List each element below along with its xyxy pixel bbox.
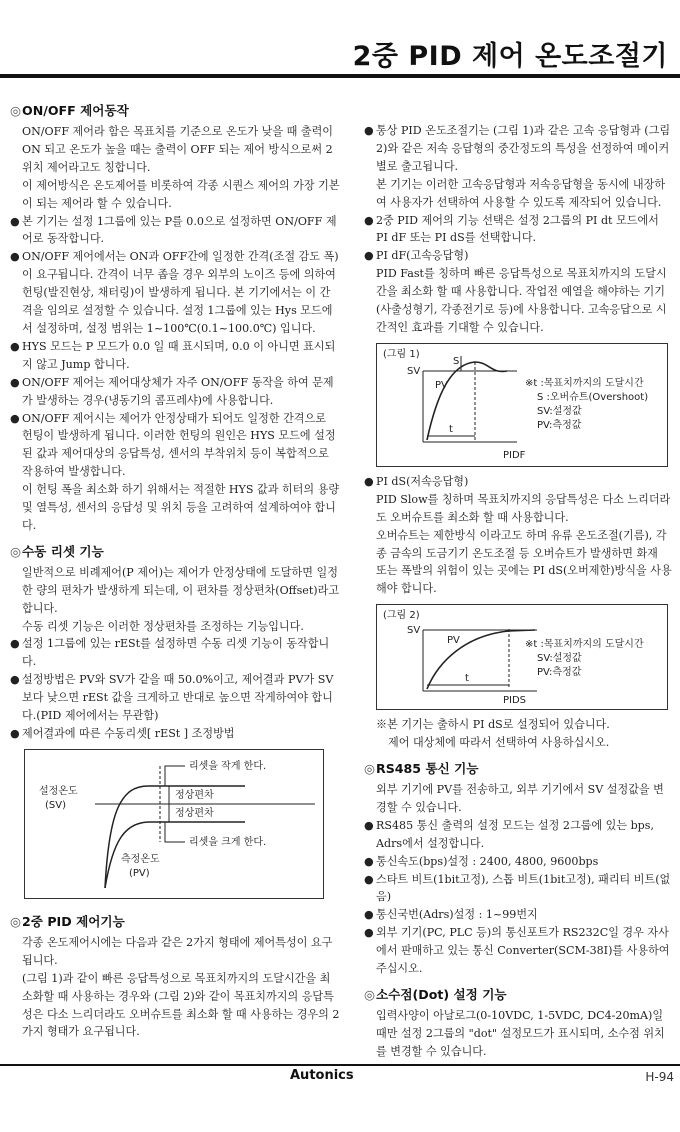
bullet-item: ● PI dF(고속응답형)	[364, 249, 469, 263]
paragraph: 일반적으로 비례제어(P 제어)는 제어가 안정상태에 도달하면 일정한 량의 편차가 발생하게 되는데, 이 편차를 정상편차(Offset)라고 합니다.	[22, 565, 340, 615]
bullet-item: ● RS485 통신 출력의 설정 모드는 설정 2그룹에 있는 bps, Adrs에서 설정합니다.	[364, 818, 655, 850]
leader-reset-large	[165, 822, 185, 842]
paragraph: (그림 1)과 같이 빠른 응답특성으로 목표치까지의 도달시간을 최소화할 때 사용하는 경우와 (그림 2)와 같이 목표치까지의 응답특성은 다소 느리더라도 오버슈트를 최소화 할 때 사용하는 경우의 2가지 형태가 요구됩니다.	[22, 971, 340, 1039]
figure-1-caption: PIDF	[503, 449, 526, 461]
bullet-item: ● 외부 기기(PC, PLC 등)의 통신포트가 RS232C일 경우 자사에서 판매하고 있는 통신 Converter(SCM-38I)를 사용하여 주십시오.	[364, 926, 670, 976]
paragraph: 수동 리셋 기능은 이러한 정상편차를 조정하는 기능입니다.	[22, 619, 304, 633]
legend2-sv: SV:설정값	[537, 653, 582, 665]
section-heading-dual-pid: ◎2중 PID 제어기능	[10, 913, 125, 929]
paragraph: 외부 기기에 PV를 전송하고, 외부 기기에서 SV 설정값을 변경할 수 있습니다.	[376, 783, 664, 814]
legend2-t: ※t :목표치까지의 도달시간	[525, 639, 644, 651]
sv-label-2: SV	[407, 625, 421, 637]
label-reset-large: 리셋을 크게 한다.	[189, 836, 267, 848]
paragraph: 본 기기는 이러한 고속응답형과 저속응답형을 동시에 내장하여 사용자가 선택하여 사용할 수 있도록 제작되어 있습니다.	[376, 177, 666, 209]
section-heading-dot: ◎소수점(Dot) 설정 기능	[364, 987, 507, 1002]
figure-1-label: (그림 1)	[383, 348, 420, 360]
pv-curve-2	[427, 630, 535, 689]
legend-sv: SV:설정값	[537, 405, 582, 417]
legend-pv: PV:측정값	[537, 419, 582, 431]
legend2-pv: PV:측정값	[537, 667, 582, 679]
paragraph: ON/OFF 제어라 함은 목표치를 기준으로 온도가 낮을 때 출력이 ON 되고 온도가 높을 때는 출력이 OFF 되는 제어 방식으로써 2위치 제어라고도 칭합니다.	[22, 125, 334, 174]
paragraph: 이 제어방식은 온도제어를 비롯하여 각종 시퀀스 제어의 가장 기본이 되는 제어라 할 수 있습니다.	[22, 178, 340, 210]
label-offset-1: 정상편차	[175, 789, 214, 801]
label-pv-2: (PV)	[129, 867, 150, 879]
bullet-item: ● 통신속도(bps)설정 : 2400, 4800, 9600bps	[364, 854, 599, 868]
bullet-item: ● PI dS(저속응답형)	[364, 474, 469, 488]
paragraph: PID Slow를 칭하며 목표치까지의 응답특성은 다소 느리더라도 오버슈트를 최소화 할 때 사용합니다.	[376, 492, 671, 524]
bullet-item: ● 설정방법은 PV와 SV가 같을 때 50.0%이고, 제어결과 PV가 SV보다 낮으면 rESt 값을 크게하고 반대로 높으면 작게하여야 합니다.(PID 제어에서는 무관함)	[10, 673, 334, 723]
bullet-item: ● 설정 1그룹에 있는 rESt를 설정하면 수동 리셋 기능이 동작합니다.	[10, 637, 330, 669]
paragraph: 각종 온도제어시에는 다음과 같은 2가지 형태에 제어특성이 요구됩니다.	[22, 935, 333, 967]
pv-label-2: PV	[447, 635, 460, 647]
left-column	[10, 102, 340, 1041]
bullet-item: ● ON/OFF 제어에서는 ON과 OFF간에 일정한 간격(조절 감도 폭)이 요구됩니다. 간격이 너무 좁을 경우 외부의 노이즈 등에 의하여 헌팅(발진현상, 채터링)이 발생하게 됩니다. 본 기기에서는 이 간격을 임의로 설정할 수 있습니다. 설정 1그룹에 있는 Hys 모드에서 설정하며, 설정 범위는 1~100℃(0.1~100.0℃) 입니다.	[10, 250, 339, 335]
label-pv-1: 측정온도	[121, 853, 160, 865]
bullet-item: ● 통상 PID 온도조절기는 (그림 1)과 같은 고속 응답형과 (그림 2)와 같은 저속 응답형의 중간정도의 특성을 선정하여 메이커별로 출고됩니다.	[364, 124, 671, 173]
footer-rule	[0, 1064, 680, 1066]
pv-label: PV	[435, 379, 448, 391]
bullet-item: ● HYS 모드는 P 모드가 0.0 일 때 표시되며, 0.0 이 아니면 표시되지 않고 Jump 합니다.	[10, 339, 336, 371]
label-sv-1: 설정온도	[39, 785, 78, 797]
figure-2-label: (그림 2)	[383, 610, 420, 622]
t-label: t	[449, 423, 453, 435]
page-header	[0, 0, 680, 80]
right-column	[364, 122, 672, 1061]
figure-1	[376, 343, 668, 467]
manual-reset-diagram	[25, 750, 323, 898]
legend-t: ※t :목표치까지의 도달시간	[525, 377, 644, 389]
pids-response-diagram	[377, 605, 667, 709]
note: ※본 기기는 출하시 PI dS로 설정되어 있습니다.	[376, 718, 610, 732]
sv-label: SV	[407, 365, 421, 377]
section-heading-rs485: ◎RS485 통신 기능	[364, 761, 479, 777]
pidf-response-diagram	[377, 344, 667, 466]
leader-reset-small	[165, 766, 185, 786]
t-label-2: t	[465, 673, 469, 685]
label-offset-2: 정상편차	[175, 807, 214, 819]
page-title: 2중 PID 제어 온도조절기	[352, 41, 668, 72]
legend-s: S :오버슈트(Overshoot)	[537, 391, 649, 403]
pv-curve	[427, 362, 507, 440]
page-number: H-94	[645, 1070, 674, 1084]
manual-reset-figure	[24, 749, 324, 899]
paragraph: 이 헌팅 폭을 최소화 하기 위해서는 적절한 HYS 값과 히터의 용량 및 열특성, 센서의 응답성 및 위치 등을 고려하여 설계하여야 합니다.	[22, 483, 340, 532]
paragraph: 입력사양이 아날로그(0-10VDC, 1-5VDC, DC4-20mA)일 때만 설정 2그룹의 "dot" 설정모드가 표시되며, 소수점 위치를 변경할 수 있습니다.	[376, 1009, 665, 1058]
brand-logo: Autonics	[290, 1068, 354, 1083]
bullet-item: ● ON/OFF 제어시는 제어가 안정상태가 되어도 일정한 간격으로 헌팅이 발생하게 됩니다. 이러한 헌팅의 원인은 HYS 모드에 설정된 값과 제어대상의 응답특성, 센서의 부착위치 등이 복합적으로 작용하여 발생합니다.	[10, 411, 336, 479]
section-heading-onoff: ◎ON/OFF 제어동작	[10, 103, 129, 118]
figure-2-caption: PIDS	[503, 695, 527, 707]
bullet-item: ● 통신국번(Adrs)설정 : 1~99번지	[364, 908, 538, 922]
paragraph: 오버슈트는 제한방식 이라고도 하며 유류 온도조절(기름), 각종 금속의 도금기기 온도조절 등 오버슈트가 발생하면 화재 또는 폭발의 위험이 있는 곳에는 PI dS(오버제한)방식을 사용해야 합니다.	[376, 528, 672, 596]
label-sv-2: (SV)	[45, 799, 66, 811]
bullet-item: ● ON/OFF 제어는 제어대상체가 자주 ON/OFF 동작을 하여 문제가 발생하는 경우(냉동기의 콤프레샤)에 사용합니다.	[10, 375, 334, 407]
s-label: S	[453, 355, 460, 367]
figure-2	[376, 604, 668, 710]
label-reset-small: 리셋을 작게 한다.	[189, 760, 267, 772]
bullet-item: ● 본 기기는 설정 1그룹에 있는 P를 0.0으로 설정하면 ON/OFF 제어로 동작합니다.	[10, 214, 337, 246]
bullet-item: ● 제어결과에 따른 수동리셋[ rESt ] 조정방법	[10, 727, 235, 740]
header-rule	[0, 74, 680, 78]
bullet-item: ● 2중 PID 제어의 기능 선택은 설정 2그룹의 PI dt 모드에서 PI dF 또는 PI dS를 선택합니다.	[364, 213, 659, 245]
note: 제어 대상체에 따라서 선택하여 사용하십시오.	[388, 736, 610, 750]
section-heading-manual-reset: ◎수동 리셋 기능	[10, 543, 104, 559]
bullet-item: ● 스타트 비트(1bit고정), 스톱 비트(1bit고정), 패리티 비트(없음)	[364, 872, 671, 904]
paragraph: PID Fast를 칭하며 빠른 응답특성으로 목표치까지의 도달시간을 최소화 할 때 사용합니다. 작업전 예열을 해야하는 기기(사출성형기, 각종전기로 등)에 사용합니다. 고속응답으로 시간적인 효과를 기대할 수 있습니다.	[376, 267, 667, 334]
